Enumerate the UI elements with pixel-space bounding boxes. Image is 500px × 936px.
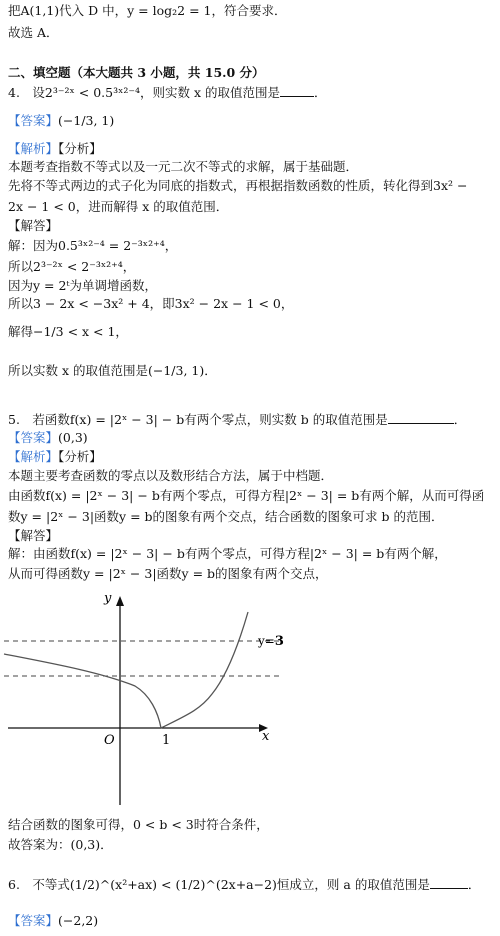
answer-value: (−1/3, 1) [58, 113, 115, 128]
tick-label: 1 [162, 733, 171, 748]
answer-value: (0,3) [58, 430, 88, 445]
y-axis-label: y [104, 591, 112, 606]
text-line: 2x − 1 < 0，进而解得 x 的取值范围． [8, 199, 229, 214]
text-line: 解：由函数f(x) = |2ˣ − 3| − b有两个零点，可得方程|2ˣ − 3| = b有两个解， [8, 546, 447, 561]
analysis-tag: 【解析】 [8, 141, 59, 156]
answer-tag: 【答案】 [8, 113, 59, 128]
question-text: 5. 若函数f(x) = |2ˣ − 3| − b有两个零点，则实数 b 的取值范围是 [8, 412, 388, 427]
text-line: 结合函数的图象可得，0 < b < 3时符合条件， [8, 817, 269, 832]
text-line: 把A(1,1)代入 D 中，y = log₂2 = 1，符合要求． [8, 3, 287, 18]
line-label [257, 634, 284, 649]
line-label-value: 3 [274, 634, 284, 649]
text-line: 故答案为：(0,3)． [8, 837, 113, 852]
text-line: 所以2³⁻²ˣ < 2⁻³ˣ²⁺⁴， [8, 259, 136, 274]
text-line: 解得−1/3 < x < 1， [8, 324, 128, 339]
x-axis-label: x [262, 729, 270, 744]
text-line: 解：因为0.5³ˣ²⁻⁴ = 2⁻³ˣ²⁺⁴， [8, 238, 178, 253]
text-line: 从而可得函数y = |2ˣ − 3|函数y = b的图象有两个交点， [8, 566, 328, 581]
text-line: 故选 A． [8, 25, 59, 40]
text-line: 本题主要考查函数的零点以及数形结合方法，属于中档题． [8, 468, 334, 483]
origin-label: O [104, 733, 115, 748]
answer-tag: 【答案】 [8, 430, 59, 445]
solution-tag: 【解答】 [8, 528, 59, 543]
text-line: 由函数f(x) = |2ˣ − 3| − b有两个零点，可得方程|2ˣ − 3| = b有两个解，从而可得函 [8, 488, 485, 503]
answer-tag: 【答案】 [8, 913, 59, 928]
line-label-text: y= [258, 634, 275, 648]
text-line: 本题考查指数不等式以及一元二次不等式的求解，属于基础题． [8, 159, 359, 174]
question-5: 5. 若函数f(x) = |2ˣ − 3| − b有两个零点，则实数 b 的取值范围是 ． [8, 412, 467, 427]
solution-tag: 【解答】 [8, 218, 59, 233]
text-line: 所以3 − 2x < −3x² + 4，即3x² − 2x − 1 < 0， [8, 296, 294, 311]
question-text: 6. 不等式(1/2)^(x²+ax) < (1/2)^(2x+a−2)恒成立，则 a 的取值范围是 [8, 877, 430, 892]
answer-row [8, 912, 98, 930]
section-heading: 二、填空题（本大题共 3 小题，共 15.0 分） [8, 65, 265, 80]
answer-blank [430, 878, 468, 889]
analysis-subtag: 【分析】 [58, 449, 102, 464]
question-6: 6. 不等式(1/2)^(x²+ax) < (1/2)^(2x+a−2)恒成立，则 a 的取值范围是 ． [8, 877, 481, 892]
answer-value: (−2,2) [58, 913, 99, 928]
question-text: 4. 设2³⁻²ˣ < 0.5³ˣ²⁻⁴，则实数 x 的取值范围是 [8, 85, 281, 100]
analysis-tag: 【解析】 [8, 449, 59, 464]
text-line: 所以实数 x 的取值范围是(−1/3, 1)． [8, 363, 217, 378]
text-line: 因为y = 2ᵗ为单调增函数， [8, 278, 158, 293]
text-line: 先将不等式两边的式子化为同底的指数式，再根据指数函数的性质，转化得到3x² − [8, 178, 468, 193]
text-line: 数y = |2ˣ − 3|函数y = b的图象有两个交点，结合函数的图象可求 b 的范围． [8, 509, 444, 524]
analysis-subtag: 【分析】 [58, 141, 102, 156]
question-4: 4. 设2³⁻²ˣ < 0.5³ˣ²⁻⁴，则实数 x 的取值范围是 ． [8, 85, 327, 100]
